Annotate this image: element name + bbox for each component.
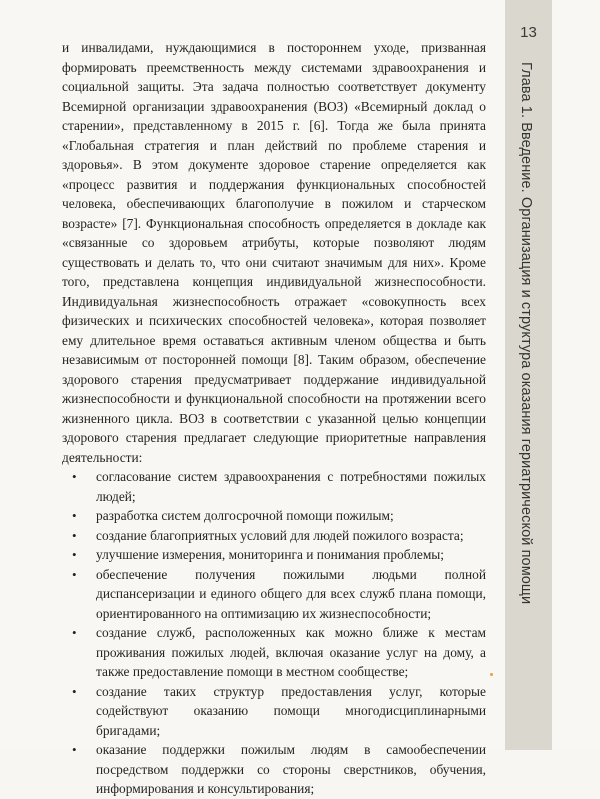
bullet-icon: •: [72, 742, 77, 757]
bullet-icon: •: [72, 625, 77, 640]
page-body: [62, 38, 486, 799]
bullet-icon: •: [72, 469, 77, 484]
list-item-text: оказание поддержки пожилым людям в самообеспечении посредством поддержки со стороны сверстников, обучения, информирования и консультирования;: [96, 742, 486, 796]
list-item-text: разработка систем долгосрочной помощи пожилым;: [96, 508, 394, 523]
bullet-icon: •: [72, 566, 77, 582]
list-item: [62, 740, 486, 799]
list-item: [62, 526, 486, 546]
list-item-text: обеспечение получения пожилыми людьми полной диспансеризации и единого общего для всех служб плана помощи, ориентированного на оптимизацию их жизнеспособности;: [96, 566, 486, 621]
bullet-icon: •: [72, 527, 77, 543]
list-item-text: создание таких структур предоставления услуг, которые содействуют оказанию помощи многодисциплинарными бригадами;: [96, 683, 486, 738]
priority-list: [62, 467, 486, 799]
list-item-text: создание благоприятных условий для людей пожилого возраста;: [96, 527, 464, 543]
bullet-icon: •: [72, 508, 77, 523]
list-item: [62, 545, 486, 565]
list-item: [62, 623, 486, 682]
bullet-icon: •: [72, 547, 77, 562]
list-item-text: создание служб, расположенных как можно ближе к местам проживания пожилых людей, включая оказание услуг на дому, а также предоставление помощи в местном сообществе;: [96, 625, 486, 679]
list-item: [62, 467, 486, 506]
list-item: [62, 682, 486, 741]
body-paragraph: и инвалидами, нуждающимися в постороннем уходе, призванная формировать преемственность между системами здравоохранения и социальной защиты. Эта задача полностью соответствует документу Всемирной организации здравоохранения (ВОЗ) «Всемирный доклад о старении», представленному в 2015 г. [6]. Тогда же была принята «Глобальная стратегия и план действий по проблеме старения и здоровья». В этом документе здоровое старение определяется как «процесс развития и поддержания функциональных способностей человека, обеспечивающих благополучие в пожилом и старческом возрасте» [7]. Функциональная способность определяется в докладе как «связанные со здоровьем атрибуты, которые позволяют людям существовать и делать то, что они считают значимым для них». Кроме того, представлена концепция индивидуальной жизнеспособности. Индивидуальная жизнеспособность отражает «совокупность всех физических и психических способностей человека», которая позволяет ему длительное время оставаться активным членом общества и быть независимым от посторонней помощи [8]. Таким образом, обеспечение здорового старения предусматривает поддержание индивидуальной жизнеспособности и функциональной способности на протяжении всего жизненного цикла. ВОЗ в соответствии с указанной целью концепции здорового старения предлагает следующие приоритетные направления деятельности:: [62, 40, 486, 465]
chapter-running-head: Глава 1. Введение. Организация и структура оказания гериатрической помощи: [518, 62, 534, 605]
list-item-text: улучшение измерения, мониторинга и понимания проблемы;: [96, 547, 445, 562]
list-item: [62, 506, 486, 526]
page-number: 13: [520, 24, 537, 41]
accent-dot: [490, 673, 493, 676]
list-item: [62, 565, 486, 624]
list-item-text: согласование систем здравоохранения с потребностями пожилых людей;: [96, 469, 486, 504]
bullet-icon: •: [72, 683, 77, 699]
